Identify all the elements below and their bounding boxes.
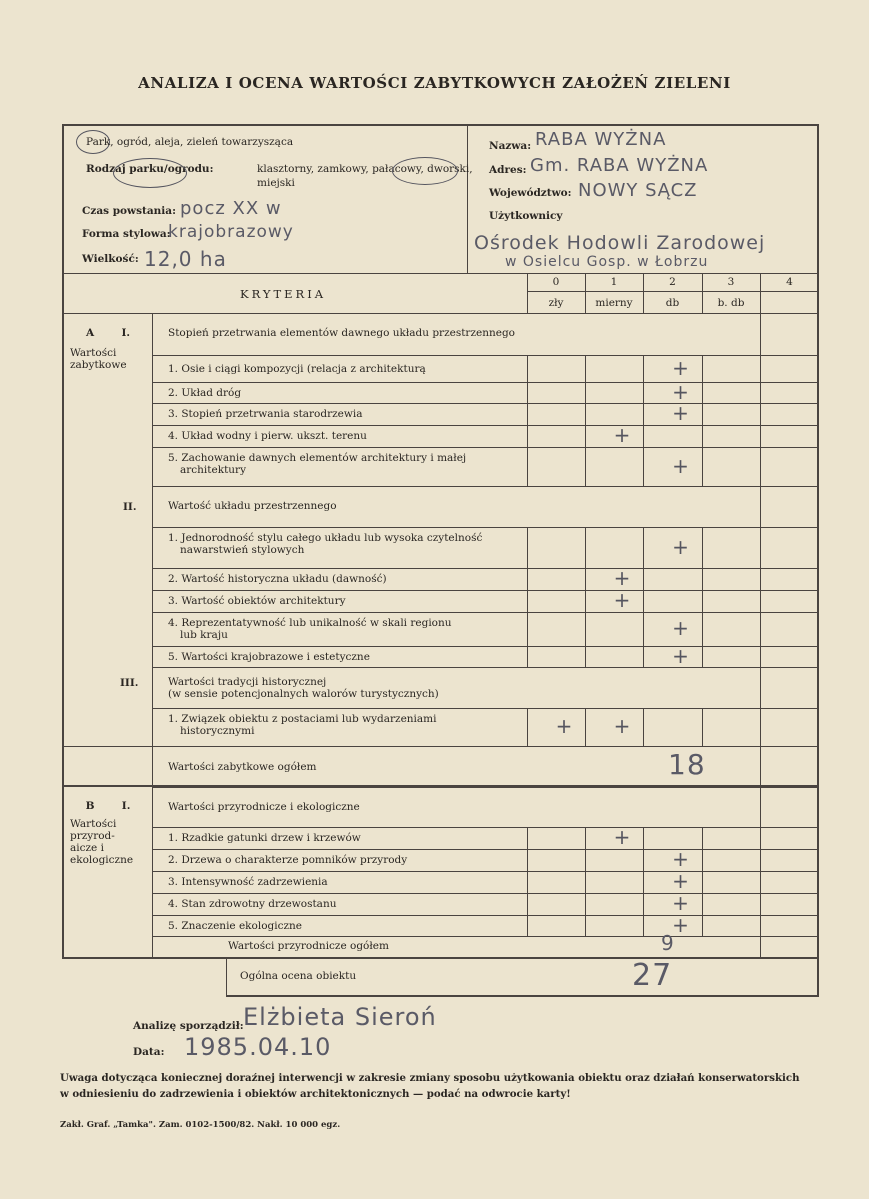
style-value: krajobrazowy: [168, 222, 294, 242]
total-b-col-line: [760, 936, 761, 958]
analysis-value: Elżbieta Sieroń: [243, 1003, 437, 1031]
row-a-label-7: 3. Wartość obiektów architektury: [168, 595, 346, 607]
cell-line: [643, 849, 644, 871]
name-value: RABA WYŻNA: [535, 129, 667, 150]
col4-line: [760, 313, 761, 746]
cell-line: [585, 527, 586, 568]
mark-b-3: +: [672, 891, 689, 915]
overall-bottom: [226, 995, 819, 997]
row-line: [152, 447, 819, 448]
cell-line: [585, 827, 586, 849]
row-line: [152, 827, 819, 828]
mark-a-8: +: [672, 616, 689, 640]
row-a-label-4: 5. Zachowanie dawnych elementów architektury i małej: [168, 452, 467, 464]
cell-line: [585, 893, 586, 915]
group-line: [152, 313, 819, 314]
mark-a-10: +: [555, 714, 573, 738]
mark-b-0: +: [613, 825, 631, 849]
cell-line: [527, 915, 528, 936]
cell-line: [527, 893, 528, 915]
group-title-a3: Wartości tradycji historycznej: [168, 676, 327, 688]
row-line: [152, 915, 819, 916]
type-line: Park, ogród, aleja, zieleń towarzysząca: [86, 136, 294, 148]
left-column-divider: [152, 313, 153, 958]
group-title-b1: Wartości przyrodnicze i ekologiczne: [168, 801, 360, 813]
cell-line: [527, 382, 528, 403]
row-a-label-3: 4. Układ wodny i pierw. ukszt. terenu: [168, 430, 367, 442]
overall-label: Ogólna ocena obiektu: [240, 970, 357, 982]
mark-a-9: +: [672, 643, 689, 668]
criteria-label: KRYTERIA: [240, 287, 327, 301]
row-line: [152, 355, 819, 356]
row-line: [152, 849, 819, 850]
cell-line: [527, 355, 528, 382]
frame-right: [817, 124, 819, 996]
cell-line: [702, 447, 703, 486]
cell-line: [585, 849, 586, 871]
group-line: [152, 667, 819, 668]
row-b-label-1: 2. Drzewa o charakterze pomników przyrody: [168, 854, 408, 866]
cell-line: [702, 527, 703, 568]
cell-line: [585, 355, 586, 382]
name-label: Nazwa:: [489, 140, 532, 152]
cell-line: [643, 893, 644, 915]
cell-line: [643, 403, 644, 425]
kind-options: klasztorny, zamkowy, pałacowy, dworski,: [257, 163, 473, 175]
cell-line: [643, 527, 644, 568]
cell-line: [702, 871, 703, 893]
grade-1: mierny: [595, 297, 633, 309]
cell-line: [643, 447, 644, 486]
cell-line: [702, 708, 703, 746]
cell-line: [527, 447, 528, 486]
row-b-label-0: 1. Rzadkie gatunki drzew i krzewów: [168, 832, 361, 844]
total-a-label: Wartości zabytkowe ogółem: [168, 761, 317, 773]
cell-line: [643, 915, 644, 936]
address-label: Adres:: [489, 164, 527, 176]
cell-line: [643, 612, 644, 646]
score-1: 1: [610, 276, 618, 288]
printer-info: Zakł. Graf. „Tamka". Zam. 0102-1500/82. Nakł. 10 000 egz.: [60, 1120, 341, 1130]
users-value-2: w Osielcu Gosp. w Łobrzu: [505, 254, 709, 270]
mark-a-4: +: [672, 453, 689, 478]
note-line-2: w odniesieniu do zadrzewienia i obiektów architektonicznych — podać na odwrocie karty!: [60, 1088, 571, 1100]
cell-line: [527, 527, 528, 568]
cell-line: [585, 425, 586, 447]
mark-a-5: +: [672, 534, 689, 559]
row-line: [152, 527, 819, 528]
mark-a-0: +: [672, 355, 689, 380]
mark-a-2: +: [672, 401, 689, 425]
cell-line: [702, 893, 703, 915]
section-a-name-1: Wartości: [70, 347, 117, 359]
size-value: 12,0 ha: [144, 247, 227, 271]
row-a-label2-4: architektury: [180, 464, 247, 476]
group-a2-num: II.: [123, 501, 137, 513]
cell-line: [702, 915, 703, 936]
row-a-label-10: 1. Związek obiektu z postaciami lub wydarzeniami: [168, 713, 437, 725]
total-a-col-line: [760, 746, 761, 786]
cell-line: [585, 871, 586, 893]
mark-b-2: +: [672, 869, 689, 893]
grade-3: b. db: [717, 297, 745, 309]
row-a-label2-5: nawarstwień stylowych: [180, 544, 305, 556]
cell-line: [527, 871, 528, 893]
address-value: Gm. RABA WYŻNA: [530, 155, 709, 176]
cell-line: [585, 403, 586, 425]
cell-line: [527, 590, 528, 612]
row-a-label-2: 3. Stopień przetrwania starodrzewia: [168, 408, 363, 420]
circle-mark-park-kind: [113, 158, 187, 188]
mark-a-3: +: [613, 423, 631, 447]
row-line: [152, 646, 819, 647]
header-bottom: [62, 273, 819, 274]
row-line: [152, 425, 819, 426]
voivodeship-label: Województwo:: [489, 187, 572, 199]
cell-line: [585, 708, 586, 746]
created-label: Czas powstania:: [82, 205, 176, 217]
total-b-value: 9: [661, 931, 675, 955]
score-3: 3: [727, 276, 735, 288]
total-a-value: 18: [668, 748, 706, 781]
row-line: [152, 612, 819, 613]
score-2: 2: [669, 276, 676, 288]
cell-line: [702, 568, 703, 590]
mark-a-1: +: [672, 379, 689, 404]
cell-line: [702, 403, 703, 425]
overall-value: 27: [632, 958, 673, 993]
group-title-a1: Stopień przetrwania elementów dawnego układu przestrzennego: [168, 327, 515, 339]
cell-line: [585, 612, 586, 646]
criteria-mid-line: [527, 291, 819, 292]
cell-line: [585, 382, 586, 403]
frame-left: [62, 124, 64, 958]
cell-line: [643, 827, 644, 849]
document-title: ANALIZA I OCENA WARTOŚCI ZABYTKOWYCH ZAŁOŻEŃ ZIELENI: [138, 74, 731, 92]
row-line: [152, 708, 819, 709]
overall-left: [226, 957, 227, 997]
row-line: [152, 871, 819, 872]
cell-line: [643, 382, 644, 403]
row-a-label2-10: historycznymi: [180, 725, 255, 737]
row-a-label-0: 1. Osie i ciągi kompozycji (relacja z architekturą: [168, 363, 426, 375]
score-0: 0: [552, 276, 560, 288]
users-label: Użytkownicy: [489, 210, 563, 222]
cell-line: [702, 590, 703, 612]
row-line: [152, 403, 819, 404]
score-4: 4: [786, 276, 793, 288]
total-a-line: [62, 746, 819, 747]
kind-label: Rodzaj parku/ogrodu:: [86, 163, 214, 175]
section-b-name-1: Wartości: [70, 818, 117, 830]
section-a-heading: [66, 327, 150, 339]
cell-line: [585, 568, 586, 590]
col4-line-b: [760, 787, 761, 936]
cell-line: [702, 849, 703, 871]
cell-line: [527, 425, 528, 447]
cell-line: [643, 355, 644, 382]
row-a-label-1: 2. Układ dróg: [168, 387, 242, 399]
total-b-label: Wartości przyrodnicze ogółem: [228, 940, 389, 952]
cell-line: [527, 827, 528, 849]
group-line: [152, 486, 819, 487]
cell-line: [527, 849, 528, 871]
cell-line: [643, 568, 644, 590]
note-line-1: Uwaga dotycząca koniecznej doraźnej interwencji w zakresie zmiany sposobu użytkowania obiektu oraz działań konserwatorskich: [60, 1072, 800, 1084]
row-a-label-6: 2. Wartość historyczna układu (dawność): [168, 573, 387, 585]
style-label: Forma stylowa:: [82, 228, 171, 240]
size-label: Wielkość:: [82, 253, 139, 265]
cell-line: [585, 447, 586, 486]
grade-2: db: [665, 297, 680, 309]
created-value: pocz XX w: [180, 198, 282, 219]
row-line: [152, 936, 819, 937]
date-value: 1985.04.10: [184, 1033, 332, 1061]
section-b-name-3: aicze i: [70, 842, 104, 854]
section-a-name-2: zabytkowe: [70, 359, 127, 371]
mark-a-6: +: [613, 566, 631, 590]
header-divider: [467, 124, 468, 274]
cell-line: [702, 646, 703, 667]
section-b-name-4: ekologiczne: [70, 854, 134, 866]
cell-line: [643, 590, 644, 612]
row-b-label-2: 3. Intensywność zadrzewienia: [168, 876, 328, 888]
row-line: [152, 382, 819, 383]
cell-line: [702, 612, 703, 646]
row-a-label-8: 4. Reprezentatywność lub unikalność w skali regionu: [168, 617, 452, 629]
mark-a-7: +: [613, 588, 631, 612]
users-value-1: Ośrodek Hodowli Zarodowej: [474, 232, 766, 254]
analysis-label: Analizę sporządził:: [133, 1020, 244, 1032]
cell-line: [527, 568, 528, 590]
date-label: Data:: [133, 1046, 165, 1058]
cell-line: [643, 425, 644, 447]
cell-line: [643, 646, 644, 667]
section-b-letter: B: [85, 800, 95, 812]
cell-line: [702, 827, 703, 849]
cell-line: [527, 612, 528, 646]
circle-mark-dworski: [392, 157, 458, 185]
row-b-label-3: 4. Stan zdrowotny drzewostanu: [168, 898, 337, 910]
mark2-a-10: +: [613, 714, 631, 738]
cell-line: [527, 403, 528, 425]
voivodeship-value: NOWY SĄCZ: [578, 180, 698, 201]
group-b1-num: I.: [121, 800, 131, 812]
section-b-heading: [66, 800, 150, 812]
group-a3-num: III.: [120, 677, 139, 689]
section-a-letter: A: [85, 327, 95, 339]
row-line: [152, 590, 819, 591]
mark-b-4: +: [672, 912, 689, 937]
group-line: [152, 787, 819, 788]
frame-top: [62, 124, 819, 126]
cell-line: [643, 708, 644, 746]
cell-line: [702, 382, 703, 403]
grade-0: zły: [548, 297, 564, 309]
group-a1-num: I.: [121, 327, 131, 339]
row-a-label2-8: lub kraju: [180, 629, 228, 641]
mark-b-1: +: [672, 847, 689, 871]
row-a-label-5: 1. Jednorodność stylu całego układu lub wysoka czytelność: [168, 532, 483, 544]
cell-line: [527, 708, 528, 746]
section-b-name-2: przyrod-: [70, 830, 115, 842]
cell-line: [527, 646, 528, 667]
row-b-label-4: 5. Znaczenie ekologiczne: [168, 920, 303, 932]
group-title-a3-line2: (w sensie potencjonalnych walorów turystycznych): [168, 688, 439, 700]
cell-line: [702, 425, 703, 447]
cell-line: [643, 871, 644, 893]
cell-line: [702, 355, 703, 382]
cell-line: [585, 646, 586, 667]
frame-bottom: [62, 957, 819, 959]
group-title-a2: Wartość układu przestrzennego: [168, 500, 337, 512]
cell-line: [585, 590, 586, 612]
row-a-label-9: 5. Wartości krajobrazowe i estetyczne: [168, 651, 370, 663]
row-line: [152, 893, 819, 894]
kind-options-2: miejski: [257, 177, 295, 189]
row-line: [152, 568, 819, 569]
cell-line: [585, 915, 586, 936]
